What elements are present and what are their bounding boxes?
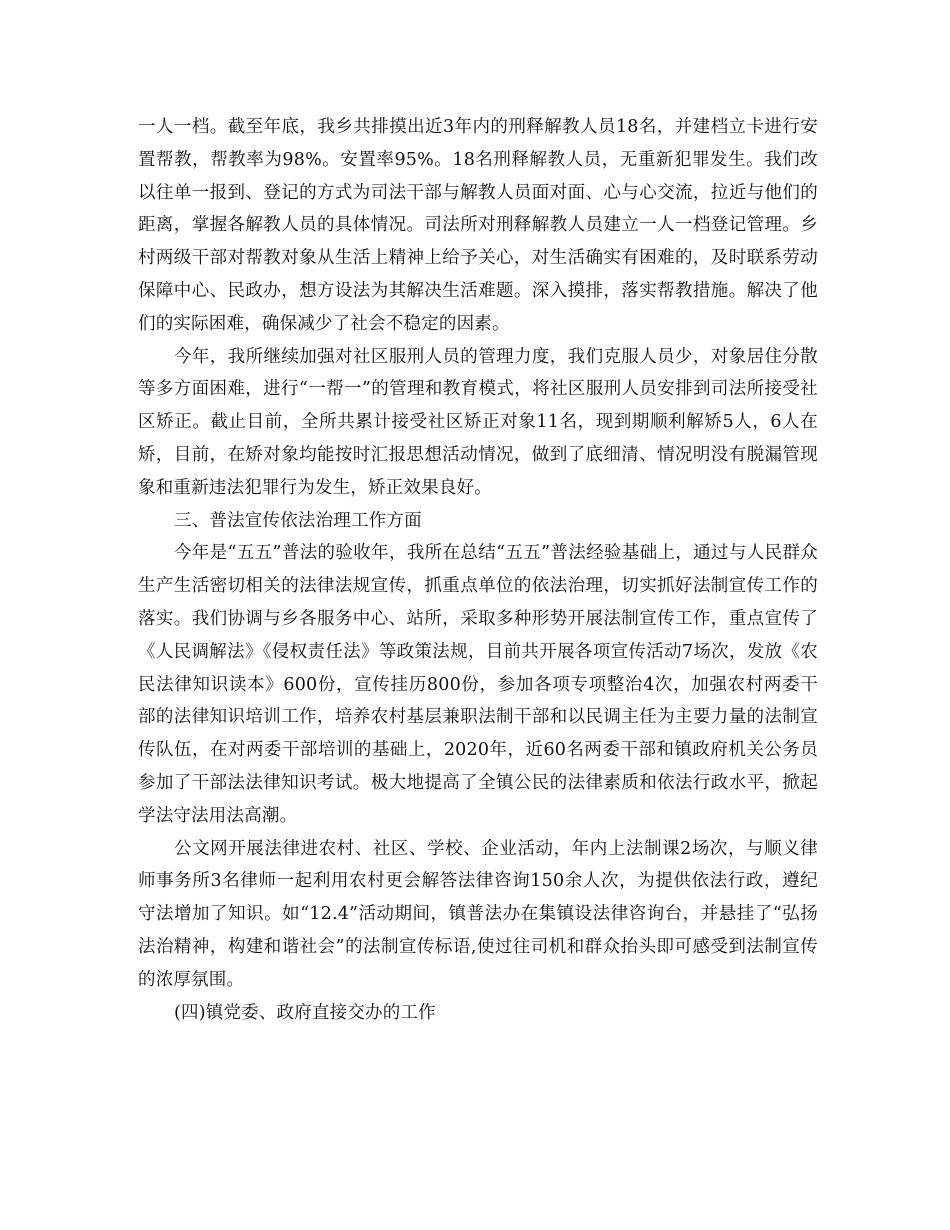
paragraph-fifth-five-year-publicity: 今年是“五五”普法的验收年，我所在总结“五五”普法经验基础上，通过与人民群众生产生活密切相关的法律法规宣传，抓重点单位的依法治理，切实抓好法制宣传工作的落实。我们协调与乡各服务中心、站所，采取多种形势开展法制宣传工作，重点宣传了《人民调解法》《侵权责任法》等政策法规，目前共开展各项宣传活动7场次，发放《农民法律知识读本》600份，宣传挂历800份，参加各项专项整治4次，加强农村两委干部的法律知识培训工作，培养农村基层兼职法制干部和以民调主任为主要力量的法制宣传队伍，在对两委干部培训的基础上，2020年，近60名两委干部和镇政府机关公务员参加了干部法法律知识考试。极大地提高了全镇公民的法律素质和依法行政水平，掀起学法守法用法高潮。 — [138, 543, 818, 826]
section-heading-legal-publicity: 三、普法宣传依法治理工作方面 — [174, 510, 422, 531]
section-heading-party-assigned-work: (四)镇党委、政府直接交办的工作 — [174, 1002, 436, 1023]
paragraph-resettlement-archives: 一人一档。截至年底，我乡共排摸出近3年内的刑释解教人员18名，并建档立卡进行安置帮教，帮教率为98%。安置率95%。18名刑释解教人员，无重新犯罪发生。我们改以往单一报到、登记的方式为司法干部与解教人员面对面、心与心交流，拉近与他们的距离，掌握各解教人员的具体情况。司法所对刑释解教人员建立一人一档登记管理。乡村两级干部对帮教对象从生活上精神上给予关心，对生活确实有困难的，及时联系劳动保障中心、民政办，想方设法为其解决生活难题。深入摸排，落实帮教措施。解决了他们的实际困难，确保减少了社会不稳定的因素。 — [138, 117, 818, 334]
paragraph-community-correction: 今年，我所继续加强对社区服刑人员的管理力度，我们克服人员少，对象居住分散等多方面困难，进行“一帮一”的管理和教育模式，将社区服刑人员安排到司法所接受社区矫正。截止目前，全所共累计接受社区矫正对象11名，现到期顺利解矫5人，6人在矫，目前，在矫对象均能按时汇报思想活动情况，做到了底细清、情况明没有脱漏管现象和重新违法犯罪行为发生，矫正效果良好。 — [138, 346, 818, 498]
paragraph-law-into-villages: 公文网开展法律进农村、社区、学校、企业活动，年内上法制课2场次，与顺义律师事务所3名律师一起利用农村更会解答法律咨询150余人次，为提供依法行政，遵纪守法增加了知识。如“12.4”活动期间，镇普法办在集镇设法律咨询台，并悬挂了“弘扬法治精神，构建和谐社会”的法制宣传标语,使过往司机和群众抬头即可感受到法制宣传的浓厚氛围。 — [138, 838, 818, 990]
document-page — [138, 111, 818, 1029]
